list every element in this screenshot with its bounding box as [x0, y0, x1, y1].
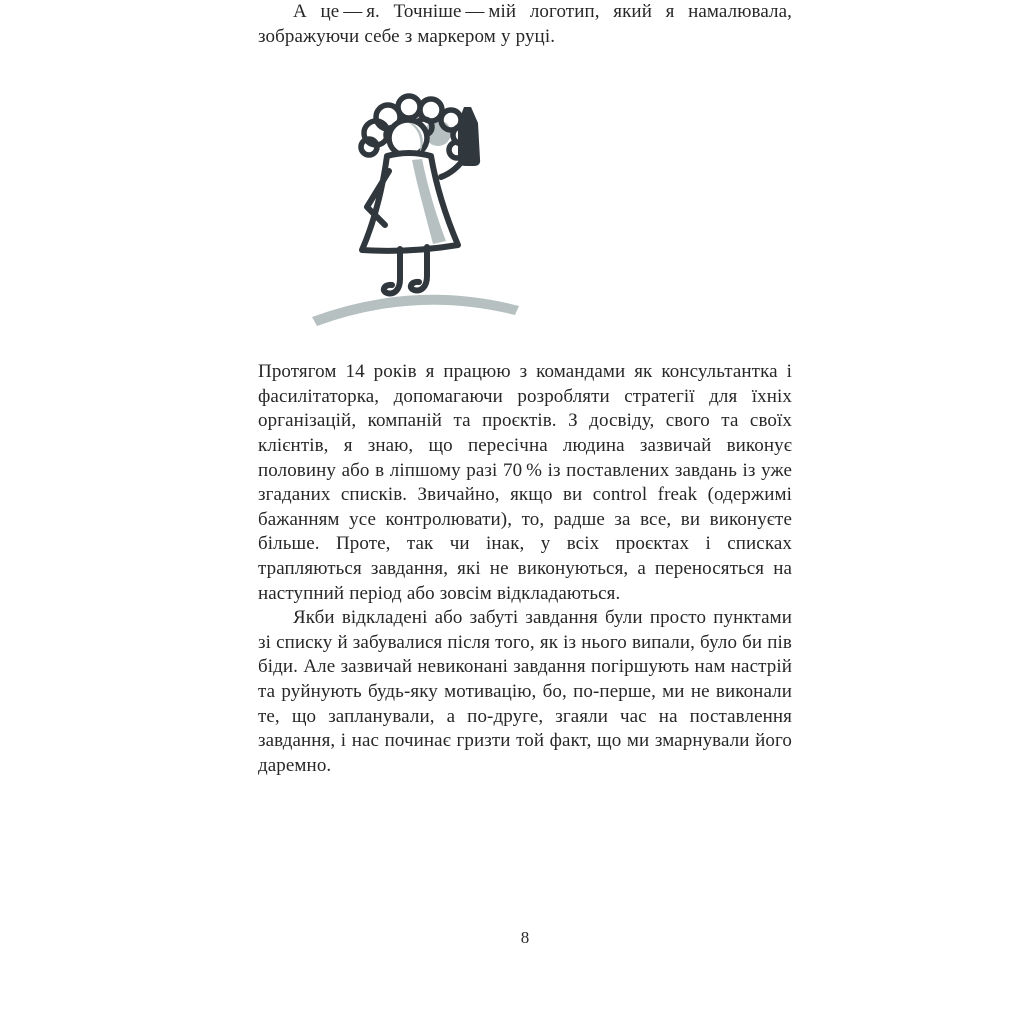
body-paragraph-consequences: Якби відкладені або забуті завдання були просто пунктами зі списку й забувалися після того, як із нього випали, було би пів біди. Але зазвичай невиконані завдання погіршують нам настрій та руйнують будь-яку мотивацію, бо, по-перше, ми не виконали те, що запланували, а по-друге, згаяли час на поставлення завдання, і нас починає гризти той факт, що ми змарнували його даремно. — [258, 607, 792, 776]
intro-paragraph: А це — я. Точніше — мій логотип, який я намалювала, зображуючи себе з маркером у руці. — [258, 1, 792, 47]
page-number: 8 — [520, 928, 530, 947]
right-leg-foot — [411, 247, 427, 290]
left-leg-foot — [384, 249, 400, 293]
text-column — [258, 0, 792, 778]
hand — [460, 154, 471, 165]
stick-figure-drawing — [300, 93, 530, 333]
body-paragraph-experience: Протягом 14 років я працюю з командами як консультантка і фасилітаторка, допомагаючи розробляти стратегії для їхніх організацій, компаній та проєктів. З досвіду, свого та своїх клієнтів, я знаю, що пересічна людина зазвичай виконує половину або в ліпшому разі 70 % із поставлених завдань із уже згаданих списків. Звичайно, якщо ви control freak (одержимі бажанням усе контролювати), то, радше за все, ви виконуєте більше. Проте, так чи інак, у всіх проєктах і списках трапляються завдання, які не виконуються, а переносяться на наступний період або зовсім відкладаються. — [258, 361, 792, 604]
marker-pen — [458, 107, 480, 166]
logo-illustration — [258, 93, 792, 333]
